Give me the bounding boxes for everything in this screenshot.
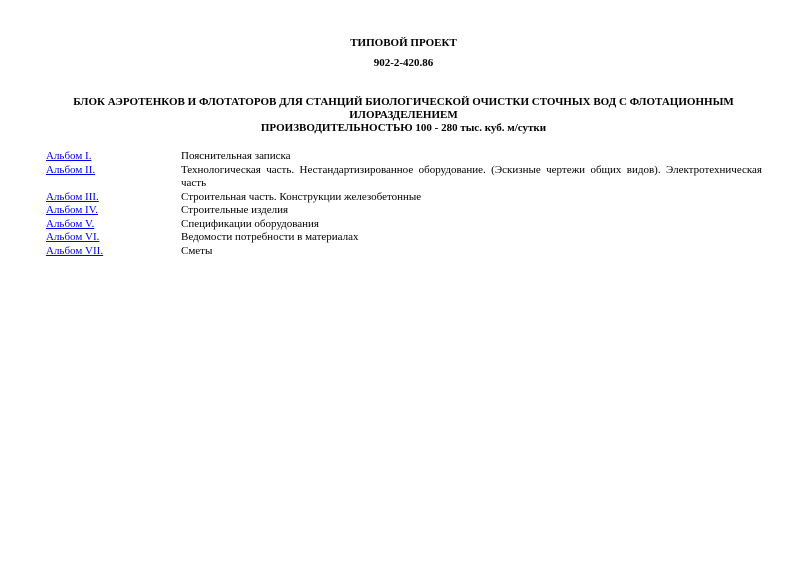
project-number-heading: 902-2-420.86 bbox=[373, 57, 434, 69]
album-4-description: Строительные изделия bbox=[181, 204, 289, 216]
album-row-6 bbox=[46, 231, 762, 245]
project-title-line-1: БЛОК АЭРОТЕНКОВ И ФЛОТАТОРОВ ДЛЯ СТАНЦИЙ БИОЛОГИЧЕСКОЙ ОЧИСТКИ СТОЧНЫХ ВОД С ФЛОТАЦИОННЫМ ИЛОРАЗДЕЛЕНИЕМ bbox=[73, 96, 734, 121]
album-5-description: Спецификации оборудования bbox=[181, 217, 319, 230]
album-7-description: Сметы bbox=[181, 244, 213, 257]
album-3-link[interactable]: Альбом III. bbox=[46, 190, 99, 203]
album-1-description: Пояснительная записка bbox=[181, 150, 291, 162]
project-type-heading: ТИПОВОЙ ПРОЕКТ bbox=[350, 37, 457, 49]
album-row-5 bbox=[46, 218, 762, 232]
album-2-link[interactable]: Альбом II. bbox=[46, 163, 96, 176]
project-title-line-2: ПРОИЗВОДИТЕЛЬНОСТЬЮ 100 - 280 тыс. куб. м/сутки bbox=[260, 122, 547, 134]
album-1-link[interactable]: Альбом I. bbox=[46, 150, 92, 162]
album-3-description: Строительная часть. Конструкции железобетонные bbox=[181, 190, 422, 203]
album-row-7 bbox=[46, 245, 762, 259]
album-5-link[interactable]: Альбом V. bbox=[46, 217, 95, 230]
album-7-link[interactable]: Альбом VII. bbox=[46, 244, 104, 257]
album-4-link[interactable]: Альбом IV. bbox=[46, 204, 98, 216]
album-6-link[interactable]: Альбом VI. bbox=[46, 231, 100, 243]
album-row-3 bbox=[46, 191, 762, 205]
album-2-description: Технологическая часть. Нестандартизированное оборудование. (Эскизные чертежи общих видов). Электротехническая часть bbox=[181, 163, 762, 189]
project-title bbox=[60, 96, 747, 135]
album-6-description: Ведомости потребности в материалах bbox=[181, 231, 359, 243]
album-row-2 bbox=[46, 164, 762, 191]
album-row-4 bbox=[46, 204, 762, 218]
album-list bbox=[46, 150, 762, 258]
album-row-1 bbox=[46, 150, 762, 164]
